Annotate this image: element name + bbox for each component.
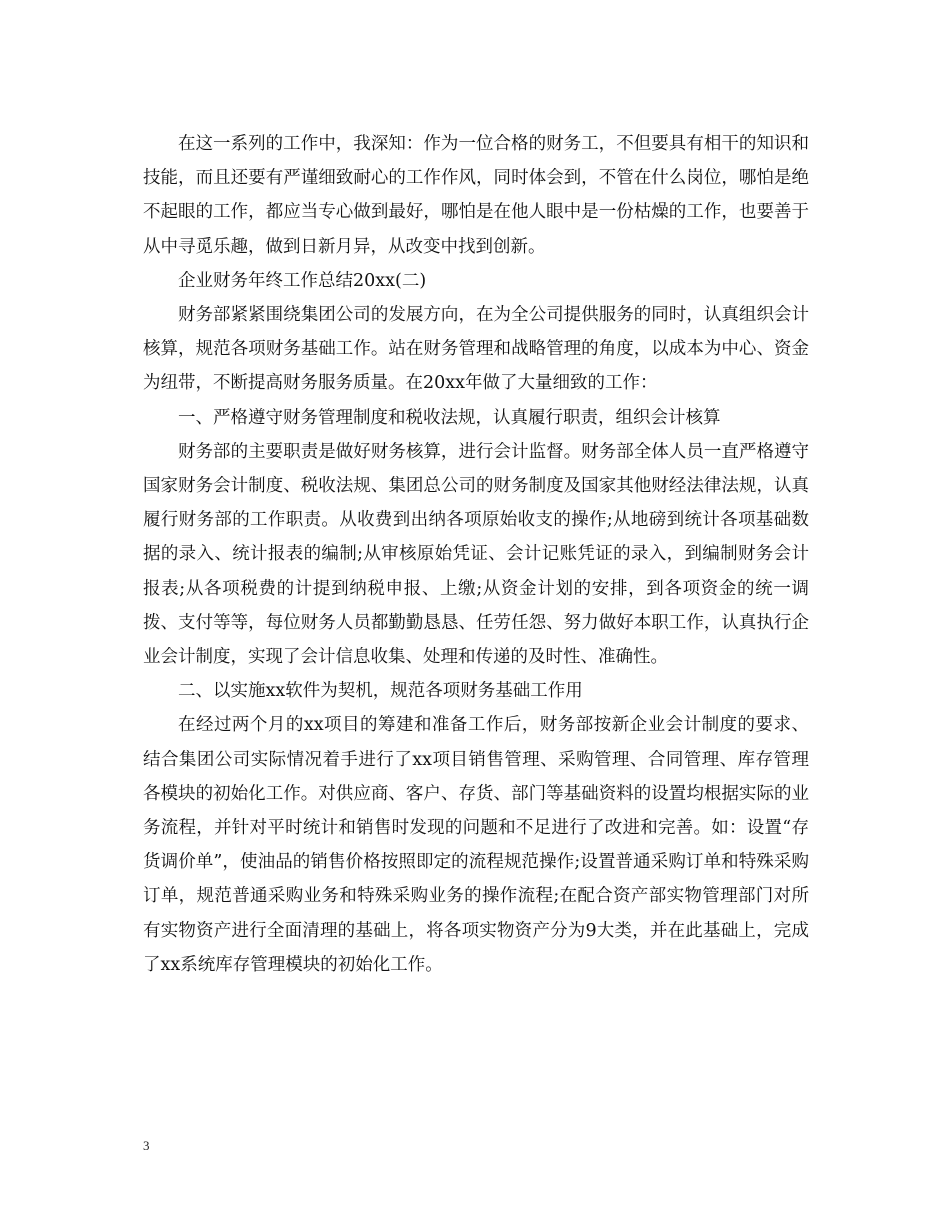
heading-one: 一、严格遵守财务管理制度和税收法规，认真履行职责，组织会计核算: [178, 407, 721, 428]
page-number: 3: [143, 1138, 150, 1153]
paragraph-summary-reflection: 在这一系列的工作中，我深知：作为一位合格的财务工，不但要具有相干的知识和技能，而且还要有严谨细致耐心的工作作风，同时体会到，不管在什么岗位，哪怕是绝不起眼的工作，都应当专心做到最好，哪怕是在他人眼中是一份枯燥的工作，也要善于从中寻觅乐趣，做到日新月异，从改变中找到创新。: [143, 134, 809, 257]
heading-two: 二、以实施xx软件为契机，规范各项财务基础工作用: [178, 681, 583, 702]
section-title: 企业财务年终工作总结20xx(二): [178, 270, 427, 291]
document-body: [143, 127, 809, 982]
paragraph-duties: 财务部的主要职责是做好财务核算，进行会计监督。财务部全体人员一直严格遵守国家财务会计制度、税收法规、集团总公司的财务制度及国家其他财经法律法规，认真履行财务部的工作职责。从收费到出纳各项原始收支的操作;从地磅到统计各项基础数据的录入、统计报表的编制;从审核原始凭证、会计记账凭证的录入，到编制财务会计报表;从各项税费的计提到纳税申报、上缴;从资金计划的安排，到各项资金的统一调拨、支付等等，每位财务人员都勤勤恳恳、任劳任怨、努力做好本职工作，认真执行企业会计制度，实现了会计信息收集、处理和传递的及时性、准确性。: [143, 441, 809, 668]
paragraph-intro: 财务部紧紧围绕集团公司的发展方向，在为全公司提供服务的同时，认真组织会计核算，规范各项财务基础工作。站在财务管理和战略管理的角度，以成本为中心、资金为纽带，不断提高财务服务质量。在20xx年做了大量细致的工作：: [143, 305, 809, 394]
paragraph-software: 在经过两个月的xx项目的筹建和准备工作后，财务部按新企业会计制度的要求、结合集团公司实际情况着手进行了xx项目销售管理、采购管理、合同管理、库存管理各模块的初始化工作。对供应商、客户、存货、部门等基础资料的设置均根据实际的业务流程，并针对平时统计和销售时发现的问题和不足进行了改进和完善。如：设置“存货调价单”，使油品的销售价格按照即定的流程规范操作;设置普通采购订单和特殊采购订单，规范普通采购业务和特殊采购业务的操作流程;在配合资产部实物管理部门对所有实物资产进行全面清理的基础上，将各项实物资产分为9大类，并在此基础上，完成了xx系统库存管理模块的初始化工作。: [143, 715, 809, 975]
